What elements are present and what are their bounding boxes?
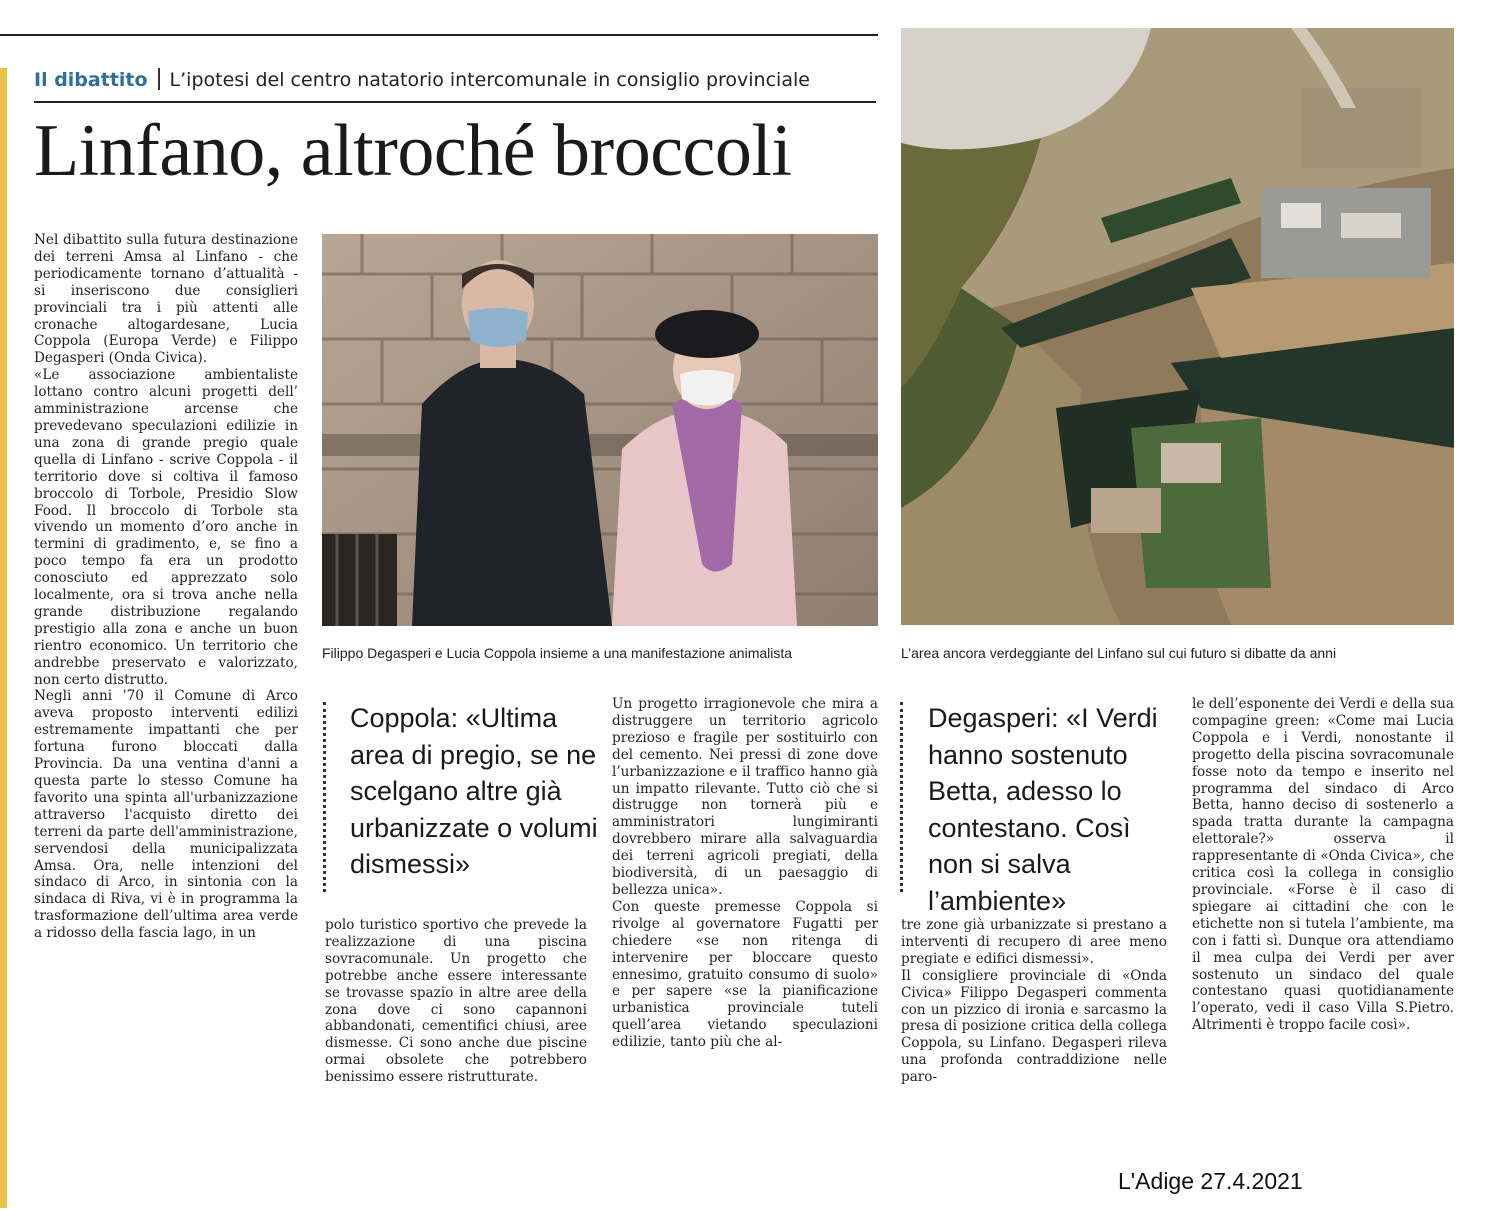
- article-column-2: [325, 917, 587, 1086]
- photo-aerial-image: [901, 28, 1454, 625]
- kicker-separator: [158, 68, 160, 90]
- photo-aerial-linfano: [901, 28, 1454, 625]
- paragraph: Con queste premesse Coppola si rivolge al governatore Fugatti per chiedere «se non ritenga di intervenire per bloccare questo ennesimo, gratuito consumo di suolo» e per sapere «se la pianificazione urbanistica provinciale tuteli quell’area vietando speculazioni edilizie, tanto più che al-: [612, 898, 878, 1051]
- paragraph: Nel dibattito sulla futura destinazione dei terreni Amsa al Linfano - che periodicamente tornano d’attualità - si inseriscono due consiglieri provinciali tra i più attenti alle cronache altogardesane, Lucia Coppola (Europa Verde) e Filippo Degasperi (Onda Civica).: [34, 232, 298, 367]
- paragraph: tre zone già urbanizzate si prestano a interventi di recupero di aree meno pregiate e edifici dismessi».: [901, 917, 1167, 967]
- paragraph: le dell’esponente dei Verdi e della sua compagine green: «Come mai Lucia Coppola e i Verdi, nonostante il progetto della piscina sovracomunale fosse noto da tempo e inserito nel programma del sindaco di Arco Betta, hanno deciso di sostenerlo a spada tratta durante la campagna elettorale?» osserva il rappresentante di «Onda Civica», che critica così la collega in consiglio provinciale. «Forse è il caso di spiegare ai cittadini che con le etichette non si tutela l’ambiente, ma con i fatti sì. Dunque ora attendiamo il mea culpa dei Verdi per aver sostenuto un sindaco del quale contestano quasi quotidianamente l’operato, vedi il caso Villa S.Pietro. Altrimenti è troppo facile così».: [1192, 696, 1454, 1034]
- paragraph: Negli anni '70 il Comune di Arco aveva proposto interventi edilizi estremamente impattanti che per fortuna furono bloccati dalla Provincia. Da una ventina d'anni a questa parte lo stesso Comune ha favorito una spinta all'urbanizzazione attraverso l'acquisto diretto dei terreni da parte dell'amministrazione, servendosi della municipalizzata Amsa. Ora, nelle intenzioni del sindaco di Arco, in sintonia con la sindaca di Riva, vi è in programma la trasformazione dell’ultima area verde a ridosso della fascia lago, in un: [34, 688, 298, 942]
- kicker: Il dibattito: [34, 69, 148, 91]
- paragraph: «Le associazione ambientaliste lottano contro alcuni progetti dell’ amministrazione arcense che prevedevano speculazioni edilizie in una zona di grande pregio quale quella di Linfano - scrive Coppola - il territorio dove si coltiva il famoso broccolo di Torbole, Presidio Slow Food. Il broccolo di Torbole sta vivendo un momento d’oro anche in termini di gradimento, e, se fino a poco tempo fa era un prodotto conosciuto ed apprezzato solo localmente, ora si trova anche nella grande distribuzione regalando prestigio alla zona e anche un buon rientro economico. Un territorio che andrebbe preservato e valorizzato, non certo distrutto.: [34, 367, 298, 688]
- section-color-bar: [0, 68, 7, 1208]
- pull-quote-coppola: Coppola: «Ultima area di pregio, se ne scelgano altre già urbanizzate o volumi dismessi»: [350, 703, 598, 879]
- photo-caption-2: L’area ancora verdeggiante del Linfano sul cui futuro si dibatte da anni: [901, 645, 1337, 661]
- subkicker: L’ipotesi del centro natatorio intercomunale in consiglio provinciale: [169, 69, 810, 91]
- headline: Linfano, altroché broccoli: [34, 110, 792, 192]
- paragraph: Il consigliere provinciale di «Onda Civica» Filippo Degasperi commenta con un pizzico di ironia e sarcasmo la presa di posizione critica della collega Coppola, su Linfano. Degasperi rileva una profonda contraddizione nelle paro-: [901, 967, 1167, 1086]
- photo-caption-1: Filippo Degasperi e Lucia Coppola insieme a una manifestazione animalista: [322, 645, 793, 661]
- source-label: L'Adige 27.4.2021: [1118, 1168, 1303, 1194]
- kicker-rule: [34, 101, 876, 103]
- photo-people-image: [322, 234, 878, 626]
- photo-degasperi-coppola: [322, 234, 878, 626]
- article-column-4: [901, 917, 1167, 1086]
- paragraph: polo turistico sportivo che prevede la realizzazione di una piscina sovracomunale. Un progetto che potrebbe anche essere interessante se trovasse spazio in altre aree della zona dove ci sono capannoni abbandonati, cementifici chiusi, aree dismesse. Ci sono anche due piscine ormai obsolete che potrebbero benissimo essere ristrutturate.: [325, 917, 587, 1086]
- top-rule: [0, 34, 878, 36]
- kicker-row: [34, 68, 879, 102]
- article-column-1: [34, 232, 298, 942]
- pull-quote-degasperi: Degasperi: «I Verdi hanno sostenuto Betta, adesso lo contestano. Così non si salva l’ambiente»: [928, 703, 1158, 916]
- article-column-5: [1192, 696, 1454, 1034]
- pull-quote-dotted-rule: [323, 702, 326, 892]
- article-column-3: [612, 696, 878, 1051]
- pull-quote-dotted-rule: [900, 702, 903, 892]
- paragraph: Un progetto irragionevole che mira a distruggere un territorio agricolo prezioso e fragile per sostituirlo con del cemento. Nei pressi di zone dove l’urbanizzazione e il traffico hanno già un impatto rilevante. Tutto ciò che si distrugge non tornerà più e amministratori lungimiranti dovrebbero mirare alla salvaguardia dei terreni agricoli pregiati, della biodiversità, di un paesaggio di bellezza unica».: [612, 696, 878, 898]
